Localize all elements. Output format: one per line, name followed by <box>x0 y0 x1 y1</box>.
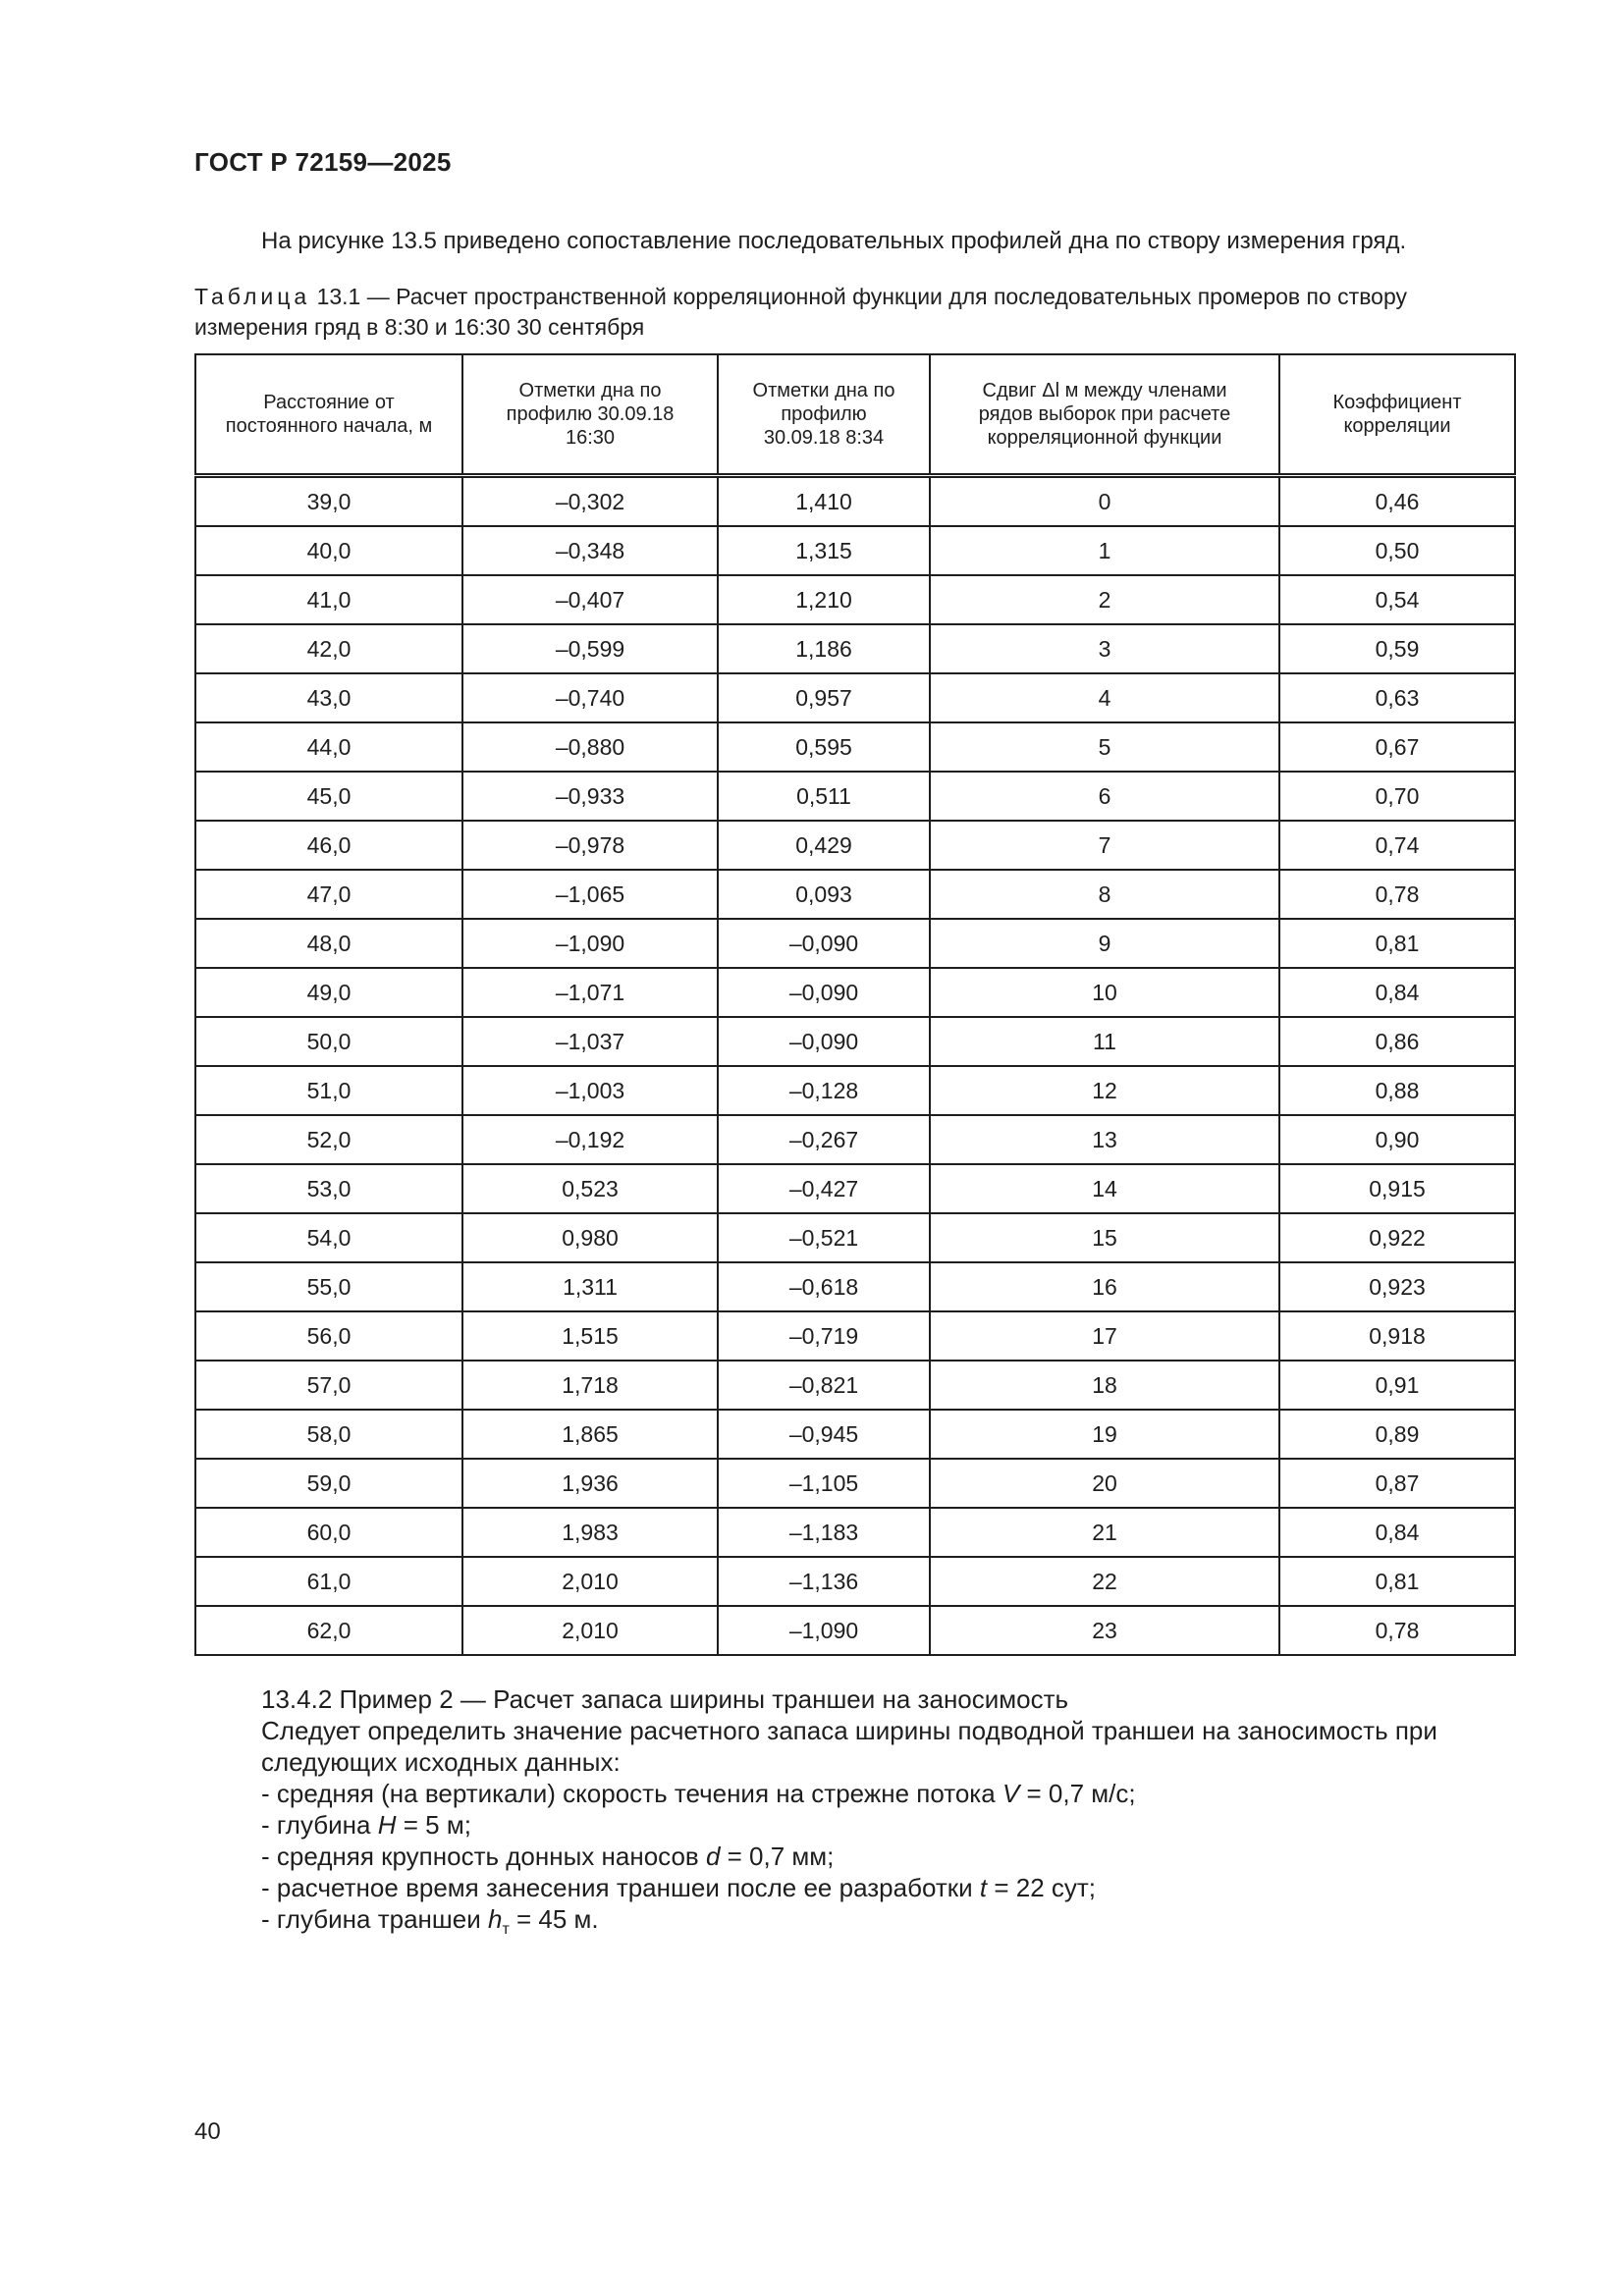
table-row <box>195 1115 1515 1164</box>
cell-correlation: 0,81 <box>1279 1557 1515 1606</box>
cell-profile-1630: –0,192 <box>462 1115 718 1164</box>
table-row <box>195 1508 1515 1557</box>
cell-correlation: 0,78 <box>1279 870 1515 919</box>
table-row <box>195 624 1515 673</box>
cell-distance: 60,0 <box>195 1508 462 1557</box>
list-item-variable: V <box>1001 1779 1020 1808</box>
column-header-distance: Расстояние от постоянного начала, м <box>195 354 462 476</box>
cell-distance: 53,0 <box>195 1164 462 1213</box>
cell-shift: 1 <box>930 526 1279 575</box>
cell-correlation: 0,78 <box>1279 1606 1515 1655</box>
cell-profile-1630: 1,718 <box>462 1361 718 1410</box>
cell-correlation: 0,84 <box>1279 1508 1515 1557</box>
cell-shift: 4 <box>930 673 1279 722</box>
list-item <box>194 1778 1512 1809</box>
cell-distance: 43,0 <box>195 673 462 722</box>
cell-profile-1630: 2,010 <box>462 1557 718 1606</box>
cell-profile-1630: –0,880 <box>462 722 718 772</box>
cell-shift: 10 <box>930 968 1279 1017</box>
list-item <box>194 1903 1512 1946</box>
cell-profile-0834: –0,267 <box>718 1115 930 1164</box>
list-item-variable: H <box>377 1810 397 1840</box>
cell-shift: 18 <box>930 1361 1279 1410</box>
cell-correlation: 0,90 <box>1279 1115 1515 1164</box>
cell-correlation: 0,70 <box>1279 772 1515 821</box>
column-header-profile-1630: Отметки дна по профилю 30.09.18 16:30 <box>462 354 718 476</box>
table-row <box>195 1410 1515 1459</box>
cell-profile-0834: 1,210 <box>718 575 930 624</box>
cell-profile-1630: –1,090 <box>462 919 718 968</box>
table-row <box>195 1017 1515 1066</box>
cell-profile-1630: 1,936 <box>462 1459 718 1508</box>
cell-profile-1630: –0,407 <box>462 575 718 624</box>
table-row <box>195 1606 1515 1655</box>
column-header-profile-0834: Отметки дна по профилю 30.09.18 8:34 <box>718 354 930 476</box>
input-data-list <box>194 1778 1512 1946</box>
table-header-row <box>195 354 1515 476</box>
cell-shift: 5 <box>930 722 1279 772</box>
cell-profile-0834: –1,136 <box>718 1557 930 1606</box>
cell-profile-0834: 0,511 <box>718 772 930 821</box>
table-row <box>195 919 1515 968</box>
cell-shift: 17 <box>930 1311 1279 1361</box>
cell-profile-1630: 2,010 <box>462 1606 718 1655</box>
cell-profile-0834: –0,618 <box>718 1262 930 1311</box>
cell-profile-1630: 1,983 <box>462 1508 718 1557</box>
cell-distance: 59,0 <box>195 1459 462 1508</box>
cell-distance: 46,0 <box>195 821 462 870</box>
cell-shift: 12 <box>930 1066 1279 1115</box>
list-item-variable: d <box>705 1842 721 1871</box>
cell-profile-0834: –0,427 <box>718 1164 930 1213</box>
cell-distance: 39,0 <box>195 476 462 527</box>
cell-profile-0834: 1,186 <box>718 624 930 673</box>
cell-profile-1630: –0,740 <box>462 673 718 722</box>
cell-distance: 51,0 <box>195 1066 462 1115</box>
list-item-variable: h <box>487 1904 503 1934</box>
list-item-subscript: т <box>502 1921 510 1939</box>
cell-shift: 2 <box>930 575 1279 624</box>
cell-profile-0834: 1,410 <box>718 476 930 527</box>
cell-shift: 15 <box>930 1213 1279 1262</box>
cell-profile-0834: –1,105 <box>718 1459 930 1508</box>
cell-profile-0834: –0,090 <box>718 1017 930 1066</box>
list-item <box>194 1841 1512 1872</box>
list-item-value: = 45 м. <box>509 1904 599 1934</box>
cell-shift: 19 <box>930 1410 1279 1459</box>
cell-profile-1630: –0,978 <box>462 821 718 870</box>
column-header-correlation: Коэффициент корреляции <box>1279 354 1515 476</box>
table-row <box>195 968 1515 1017</box>
table-row <box>195 526 1515 575</box>
list-item <box>194 1809 1512 1841</box>
cell-distance: 48,0 <box>195 919 462 968</box>
table-row <box>195 1066 1515 1115</box>
cell-profile-1630: 0,523 <box>462 1164 718 1213</box>
cell-shift: 7 <box>930 821 1279 870</box>
cell-profile-0834: 0,595 <box>718 722 930 772</box>
intro-paragraph: На рисунке 13.5 приведено сопоставление последовательных профилей дна по створу измерения гряд. <box>261 228 1407 254</box>
cell-profile-1630: –0,302 <box>462 476 718 527</box>
cell-shift: 16 <box>930 1262 1279 1311</box>
table-row <box>195 1557 1515 1606</box>
cell-profile-1630: 0,980 <box>462 1213 718 1262</box>
cell-distance: 42,0 <box>195 624 462 673</box>
table-row <box>195 1213 1515 1262</box>
cell-distance: 57,0 <box>195 1361 462 1410</box>
cell-profile-1630: –0,348 <box>462 526 718 575</box>
cell-correlation: 0,88 <box>1279 1066 1515 1115</box>
table-row <box>195 772 1515 821</box>
cell-correlation: 0,74 <box>1279 821 1515 870</box>
list-item-value: = 0,7 мм; <box>720 1842 835 1871</box>
cell-shift: 6 <box>930 772 1279 821</box>
cell-profile-0834: 0,429 <box>718 821 930 870</box>
cell-profile-1630: –1,071 <box>462 968 718 1017</box>
cell-shift: 21 <box>930 1508 1279 1557</box>
document-header: ГОСТ Р 72159—2025 <box>194 147 452 177</box>
table-row <box>195 673 1515 722</box>
cell-shift: 3 <box>930 624 1279 673</box>
cell-distance: 41,0 <box>195 575 462 624</box>
cell-correlation: 0,67 <box>1279 722 1515 772</box>
cell-distance: 54,0 <box>195 1213 462 1262</box>
cell-shift: 14 <box>930 1164 1279 1213</box>
table-row <box>195 476 1515 527</box>
cell-profile-0834: 0,957 <box>718 673 930 722</box>
list-item <box>194 1872 1512 1903</box>
cell-shift: 9 <box>930 919 1279 968</box>
table-row <box>195 821 1515 870</box>
cell-profile-0834: 0,093 <box>718 870 930 919</box>
cell-distance: 56,0 <box>195 1311 462 1361</box>
cell-shift: 0 <box>930 476 1279 527</box>
cell-shift: 13 <box>930 1115 1279 1164</box>
table-row <box>195 1311 1515 1361</box>
cell-profile-0834: –0,090 <box>718 968 930 1017</box>
cell-distance: 47,0 <box>195 870 462 919</box>
list-item-text: - расчетное время занесения траншеи после ее разработки <box>261 1873 980 1902</box>
cell-profile-0834: –0,521 <box>718 1213 930 1262</box>
cell-profile-0834: –0,128 <box>718 1066 930 1115</box>
cell-profile-1630: –1,037 <box>462 1017 718 1066</box>
cell-distance: 40,0 <box>195 526 462 575</box>
cell-correlation: 0,46 <box>1279 476 1515 527</box>
cell-shift: 8 <box>930 870 1279 919</box>
cell-shift: 11 <box>930 1017 1279 1066</box>
cell-correlation: 0,91 <box>1279 1361 1515 1410</box>
table-row <box>195 1459 1515 1508</box>
cell-correlation: 0,59 <box>1279 624 1515 673</box>
cell-shift: 22 <box>930 1557 1279 1606</box>
table-caption-text: 13.1 — Расчет пространственной корреляционной функции для последовательных промеров по створу измерения гряд в 8:30 и 16:30 30 сентября <box>194 284 1407 340</box>
table-caption-prefix: Таблица <box>194 284 311 309</box>
section-heading: 13.4.2 Пример 2 — Расчет запаса ширины траншеи на заносимость <box>261 1684 1069 1714</box>
correlation-table <box>194 353 1516 1656</box>
cell-profile-1630: –0,933 <box>462 772 718 821</box>
cell-correlation: 0,50 <box>1279 526 1515 575</box>
example-section <box>194 1683 1512 1946</box>
cell-correlation: 0,54 <box>1279 575 1515 624</box>
cell-profile-1630: 1,865 <box>462 1410 718 1459</box>
list-item-text: - средняя (на вертикали) скорость течения на стрежне потока <box>261 1779 1002 1808</box>
table-row <box>195 870 1515 919</box>
cell-profile-0834: –1,183 <box>718 1508 930 1557</box>
cell-profile-1630: 1,311 <box>462 1262 718 1311</box>
list-item-variable: t <box>979 1873 988 1902</box>
list-item-value: = 22 сут; <box>987 1873 1097 1902</box>
cell-distance: 50,0 <box>195 1017 462 1066</box>
table-row <box>195 1164 1515 1213</box>
cell-correlation: 0,63 <box>1279 673 1515 722</box>
cell-distance: 61,0 <box>195 1557 462 1606</box>
cell-profile-0834: –1,090 <box>718 1606 930 1655</box>
table-row <box>195 575 1515 624</box>
cell-profile-1630: –1,003 <box>462 1066 718 1115</box>
cell-distance: 45,0 <box>195 772 462 821</box>
cell-profile-0834: –0,090 <box>718 919 930 968</box>
table-row <box>195 1361 1515 1410</box>
cell-profile-0834: 1,315 <box>718 526 930 575</box>
cell-distance: 55,0 <box>195 1262 462 1311</box>
cell-distance: 49,0 <box>195 968 462 1017</box>
table-row <box>195 1262 1515 1311</box>
cell-correlation: 0,923 <box>1279 1262 1515 1311</box>
cell-correlation: 0,84 <box>1279 968 1515 1017</box>
section-lead: Следует определить значение расчетного запаса ширины подводной траншеи на заносимость при следующих исходных данных: <box>261 1716 1437 1777</box>
cell-distance: 62,0 <box>195 1606 462 1655</box>
table-caption <box>194 282 1512 343</box>
cell-correlation: 0,81 <box>1279 919 1515 968</box>
list-item-value: = 0,7 м/с; <box>1019 1779 1136 1808</box>
cell-profile-0834: –0,945 <box>718 1410 930 1459</box>
list-item-text: - средняя крупность донных наносов <box>261 1842 706 1871</box>
column-header-shift: Сдвиг Δl м между членами рядов выборок при расчете корреляционной функции <box>930 354 1279 476</box>
cell-profile-0834: –0,821 <box>718 1361 930 1410</box>
cell-correlation: 0,922 <box>1279 1213 1515 1262</box>
page-number: 40 <box>194 2118 221 2145</box>
cell-shift: 23 <box>930 1606 1279 1655</box>
table-row <box>195 722 1515 772</box>
cell-distance: 52,0 <box>195 1115 462 1164</box>
cell-correlation: 0,87 <box>1279 1459 1515 1508</box>
cell-correlation: 0,89 <box>1279 1410 1515 1459</box>
cell-distance: 44,0 <box>195 722 462 772</box>
cell-profile-1630: –0,599 <box>462 624 718 673</box>
cell-correlation: 0,86 <box>1279 1017 1515 1066</box>
list-item-value: = 5 м; <box>396 1810 471 1840</box>
cell-correlation: 0,915 <box>1279 1164 1515 1213</box>
cell-profile-0834: –0,719 <box>718 1311 930 1361</box>
cell-shift: 20 <box>930 1459 1279 1508</box>
table-body <box>195 476 1515 1656</box>
cell-profile-1630: –1,065 <box>462 870 718 919</box>
list-item-text: - глубина <box>261 1810 378 1840</box>
cell-correlation: 0,918 <box>1279 1311 1515 1361</box>
list-item-text: - глубина траншеи <box>261 1904 488 1934</box>
cell-distance: 58,0 <box>195 1410 462 1459</box>
cell-profile-1630: 1,515 <box>462 1311 718 1361</box>
